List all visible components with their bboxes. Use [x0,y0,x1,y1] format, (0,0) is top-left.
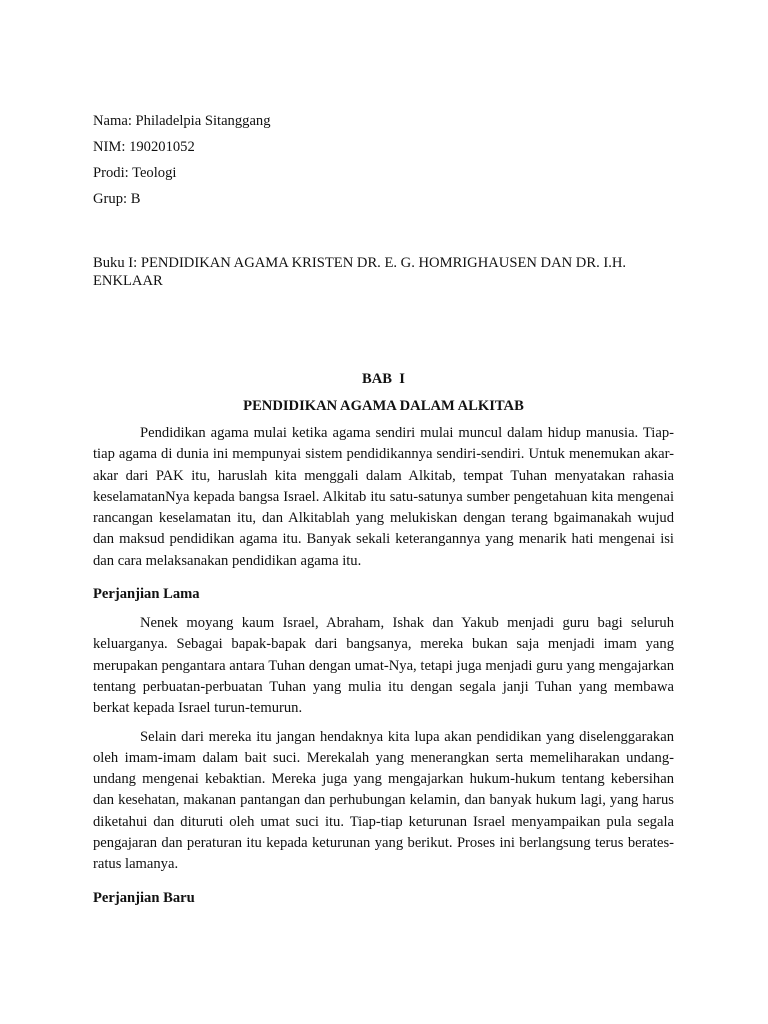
old-testament-paragraph-1: Nenek moyang kaum Israel, Abraham, Ishak dan Yakub menjadi guru bagi seluruh keluarganya. Sebagai bapak-bapak dari bangsanya, mereka bukan saja menjadi imam yang merupakan pengantara antara Tuhan dengan umat-Nya, tetapi juga menjadi guru yang mengajarkan tentang perbuatan-perbuatan Tuhan yang mulia itu dengan segala janji Tuhan yang membawa berkat kepada Israel turun-temurun. [93,615,674,717]
book-title: Buku I: PENDIDIKAN AGAMA KRISTEN DR. E. G. HOMRIGHAUSEN DAN DR. I.H. ENKLAAR [93,255,627,289]
section-heading-old-testament: Perjanjian Lama [93,586,200,603]
student-nim: NIM: 190201052 [93,139,195,155]
chapter-number: BAB I [362,371,405,387]
old-testament-paragraph-2: Selain dari mereka itu jangan hendaknya kita lupa akan pendidikan yang diselenggarakan oleh imam-imam dalam bait suci. Merekalah yang menerangkan serta memeliharakan undang-undang mengenai kebaktian. Mereka juga yang mengajarkan hukum-hukum tentang kebersihan dan kesehatan, makanan pantangan dan perhubungan kelamin, dan banyak hukum lagi, yang harus diketahui dan dituruti oleh umat suci itu. Tiap-tiap keturunan Israel menyampaikan pula segala pengajaran dan peraturan itu kepada keturunan yang berikut. Proses ini berlangsung terus berates-ratus lamanya. [93,728,674,873]
section-heading-new-testament: Perjanjian Baru [93,889,195,906]
student-group: Grup: B [93,191,141,207]
intro-paragraph: Pendidikan agama mulai ketika agama sendiri mulai muncul dalam hidup manusia. Tiap-tiap agama di dunia ini mempunyai sistem pendidikannya sendiri-sendiri. Untuk menemukan akar-akar dari PAK itu, haruslah kita menggali dalam Alkitab, tempat Tuhan menyatakan rahasia keselamatanNya kepada bangsa Israel. Alkitab itu satu-satunya sumber pengetahuan kita mengenai rancangan keselamatan itu, dan Alkitablah yang melukiskan dengan terang bgaimanakah wujud dan maksud pendidikan agama itu. Banyak sekali keterangannya yang menarik hati mengenai isi dan cara melaksanakan pendidikan agama itu. [93,425,674,569]
student-name: Nama: Philadelpia Sitanggang [93,113,271,129]
document-content [93,112,674,917]
chapter-title: PENDIDIKAN AGAMA DALAM ALKITAB [243,398,524,414]
student-prodi: Prodi: Teologi [93,165,177,181]
